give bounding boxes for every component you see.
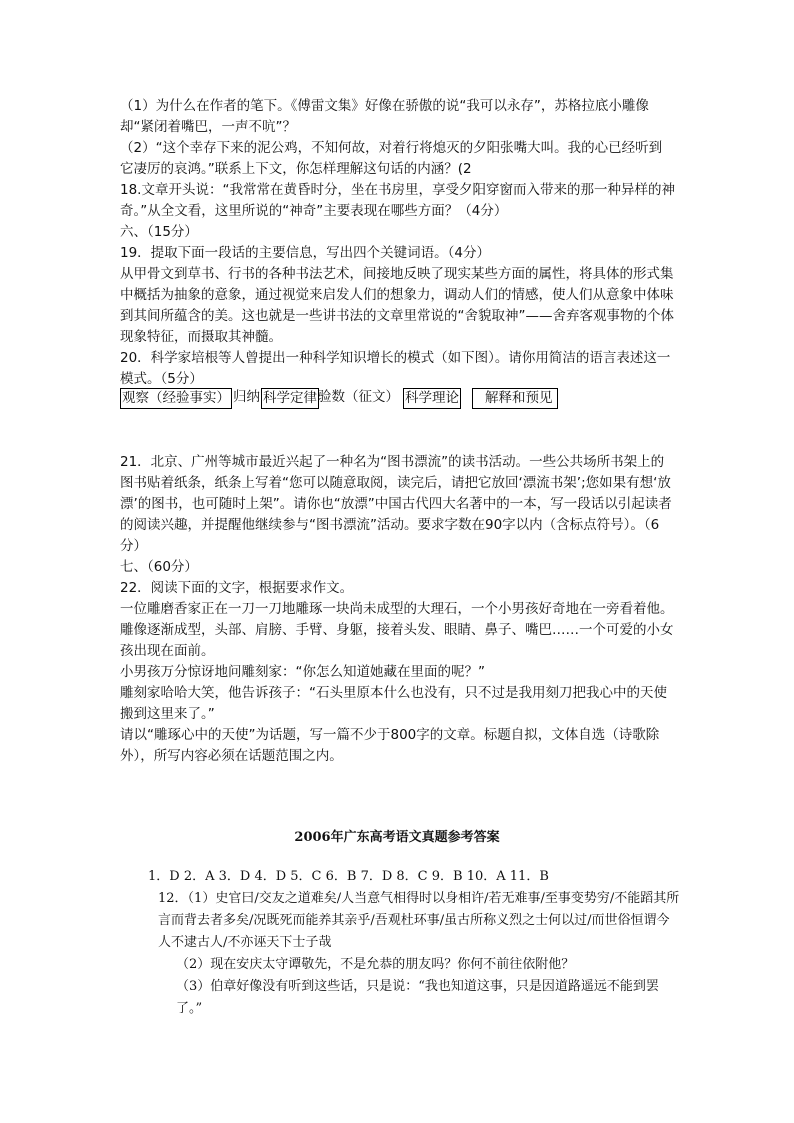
essay-passage-2: 雕像逐渐成型，头部、肩膀、手臂、身躯，接着头发、眼睛、鼻子、嘴巴……一个可爱的小女孩出现在面前。 [120, 622, 674, 659]
answer-12-2: （2）现在安庆太守谭敬先，不是允恭的朋友吗？你何不前往依附他？ [176, 957, 575, 972]
flow-arrow-verify: 验数（征文） [318, 389, 399, 405]
flow-box-prediction: 解释和预见 [472, 388, 558, 409]
section-6-heading: 六、（15分） [120, 224, 198, 240]
flow-arrow-induction: 归纳 [233, 389, 260, 405]
section-7-heading: 七、（60分） [120, 559, 198, 575]
question-22: 22．阅读下面的文字，根据要求作文。 [120, 580, 354, 596]
flow-box-observation: 观察（经验事实） [120, 388, 232, 409]
question-17-2: （2）“这个幸存下来的泥公鸡，不知何故，对着行将熄灭的夕阳张嘴大叫。我的心已经听到它凄厉的哀鸿。”联系上下文，你怎样理解这句话的内涵？(2 [120, 140, 663, 177]
answers-title: 2006年广东高考语文真题参考答案 [294, 830, 500, 845]
question-18: 18.文章开头说：“我常常在黄昏时分，坐在书房里，享受夕阳穿窗而入带来的那一种异样的神奇。”从全文看，这里所说的“神奇”主要表现在哪些方面？（4分） [120, 182, 675, 219]
question-20: 20．科学家培根等人曾提出一种科学知识增长的模式（如下图）。请你用简洁的语言表述这一模式。（5分） [120, 350, 671, 387]
questions-top [120, 96, 675, 390]
essay-passage-3: 小男孩万分惊讶地问雕刻家：“你怎么知道她藏在里面的呢？” [120, 664, 485, 680]
knowledge-flow-diagram [120, 388, 600, 409]
question-17-1: （1）为什么在作者的笔下。《傅雷文集》好像在骄傲的说“我可以永存”，苏格拉底小雕像却“紧闭着嘴巴，一声不吭”？ [120, 98, 649, 135]
essay-passage-4: 雕刻家哈哈大笑，他告诉孩子：“石头里原本什么也没有，只不过是我用刻刀把我心中的天使搬到这里来了。” [120, 685, 667, 722]
answer-12-1: 12．（1）史官曰/交友之道难矣/人当意气相得时以身相许/若无难事/至事变势穷/不能蹈其所言而背去者多矣/况既死而能养其亲乎/吾观杜环事/虽古所称义烈之士何以过/而世俗恒谓今人不逮古人/不亦诬天下士子哉 [158, 891, 680, 950]
essay-passage-1: 一位雕磨香家正在一刀一刀地雕琢一块尚未成型的大理石，一个小男孩好奇地在一旁看着他。 [120, 601, 674, 617]
flow-box-law: 科学定律 [261, 388, 319, 409]
question-19-passage: 从甲骨文到草书、行书的各种书法艺术，间接地反映了现实某些方面的属性，将具体的形式集中概括为抽象的意象，通过视觉来启发人们的想象力，调动人们的情感，使人们从意象中体味到其间所蕴含的美。这也就是一些讲书法的文章里常说的“舍貌取神”——舍弃客观事物的个体现象特征，而摄取其神髓。 [120, 266, 674, 345]
answers-section [120, 866, 680, 1020]
question-21: 21．北京、广州等城市最近兴起了一种名为“图书漂流”的读书活动。一些公共场所书架上的图书贴着纸条，纸条上写着“您可以随意取阅，读完后，请把它放回‘漂流书架’;您如果有想‘放漂’的图书，也可随时上架”。请你也“放漂”中国古代四大名著中的一本，写一段话以引起读者的阅读兴趣，并提醒他继续参与“图书漂流”活动。要求字数在90字以内（含标点符号）。（6分） [120, 454, 672, 554]
question-19: 19．提取下面一段话的主要信息，写出四个关键词语。（4分） [120, 245, 491, 261]
answer-12-3: （3）伯章好像没有听到这些话，只是说：“我也知道这事，只是因道路遥远不能到罢了。” [176, 979, 659, 1016]
flow-box-theory: 科学理论 [403, 388, 461, 409]
questions-mid [120, 452, 675, 767]
answers-choice: 1．D 2．A 3．D 4．D 5．C 6．B 7．D 8．C 9．B 10．A 11．B [148, 869, 549, 884]
essay-requirement: 请以“雕琢心中的天使”为话题，写一篇不少于800字的文章。标题自拟，文体自选（诗歌除外），所写内容必须在话题范围之内。 [120, 727, 660, 764]
